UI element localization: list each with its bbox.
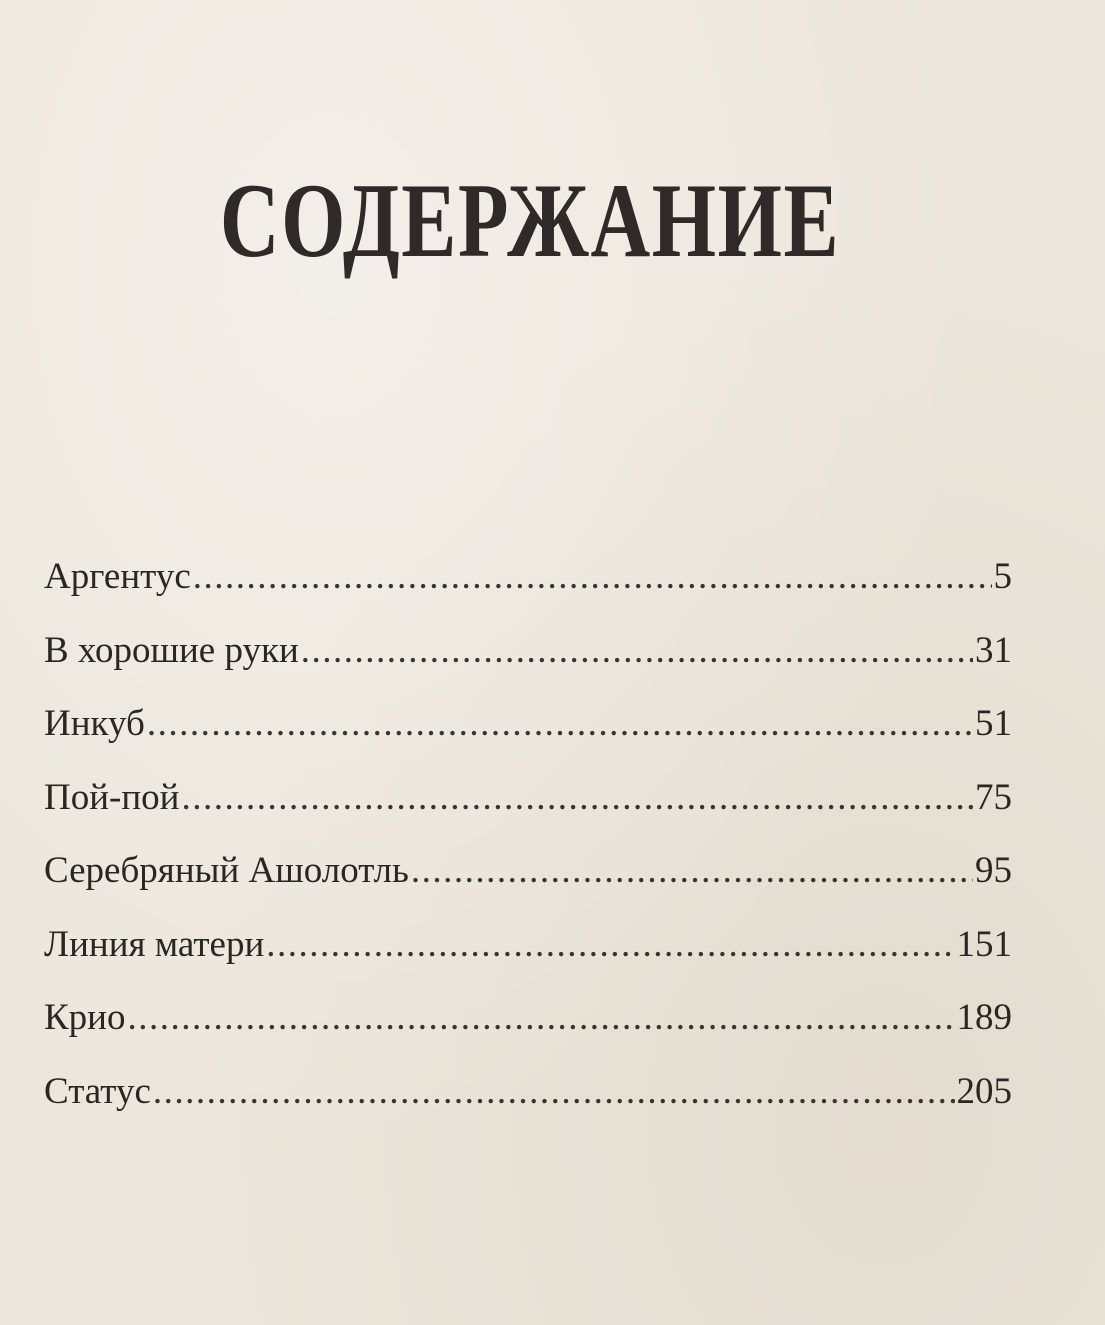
toc-entry-title: Пой-пой — [44, 776, 180, 818]
toc-entry-title: Статус — [44, 1070, 151, 1112]
dot-leader — [301, 629, 973, 672]
toc-entry-page: 95 — [975, 850, 1012, 891]
toc-entry-page: 205 — [956, 1070, 1012, 1112]
toc-entry-page: 151 — [956, 923, 1012, 965]
dot-leader — [127, 996, 954, 1039]
toc-entry — [44, 629, 1012, 703]
dot-leader — [147, 702, 973, 745]
toc-entry-title: Серебряный Ашолотль — [44, 850, 409, 891]
dot-leader — [411, 849, 973, 892]
toc-entry-page: 51 — [975, 703, 1012, 744]
toc-entry-page: 75 — [975, 776, 1012, 818]
dot-leader — [193, 555, 992, 598]
dot-leader — [181, 776, 973, 819]
table-of-contents — [44, 555, 1012, 1143]
dot-leader — [266, 923, 954, 966]
toc-entry — [44, 776, 1012, 850]
toc-entry — [44, 702, 1012, 776]
toc-entry-title: Крио — [44, 997, 126, 1038]
toc-entry — [44, 996, 1012, 1070]
toc-entry — [44, 849, 1012, 923]
toc-entry-title: В хорошие руки — [44, 629, 299, 671]
toc-entry-title: Линия матери — [44, 923, 265, 965]
toc-entry — [44, 555, 1012, 629]
toc-entry-title: Инкуб — [44, 703, 145, 744]
toc-entry — [44, 923, 1012, 997]
toc-entry-page: 31 — [975, 629, 1012, 671]
toc-entry — [44, 1070, 1012, 1144]
toc-entry-page: 5 — [993, 556, 1012, 597]
dot-leader — [153, 1070, 955, 1113]
page-title: СОДЕРЖАНИЕ — [219, 162, 841, 280]
toc-entry-page: 189 — [956, 997, 1012, 1038]
toc-entry-title: Аргентус — [44, 556, 191, 597]
